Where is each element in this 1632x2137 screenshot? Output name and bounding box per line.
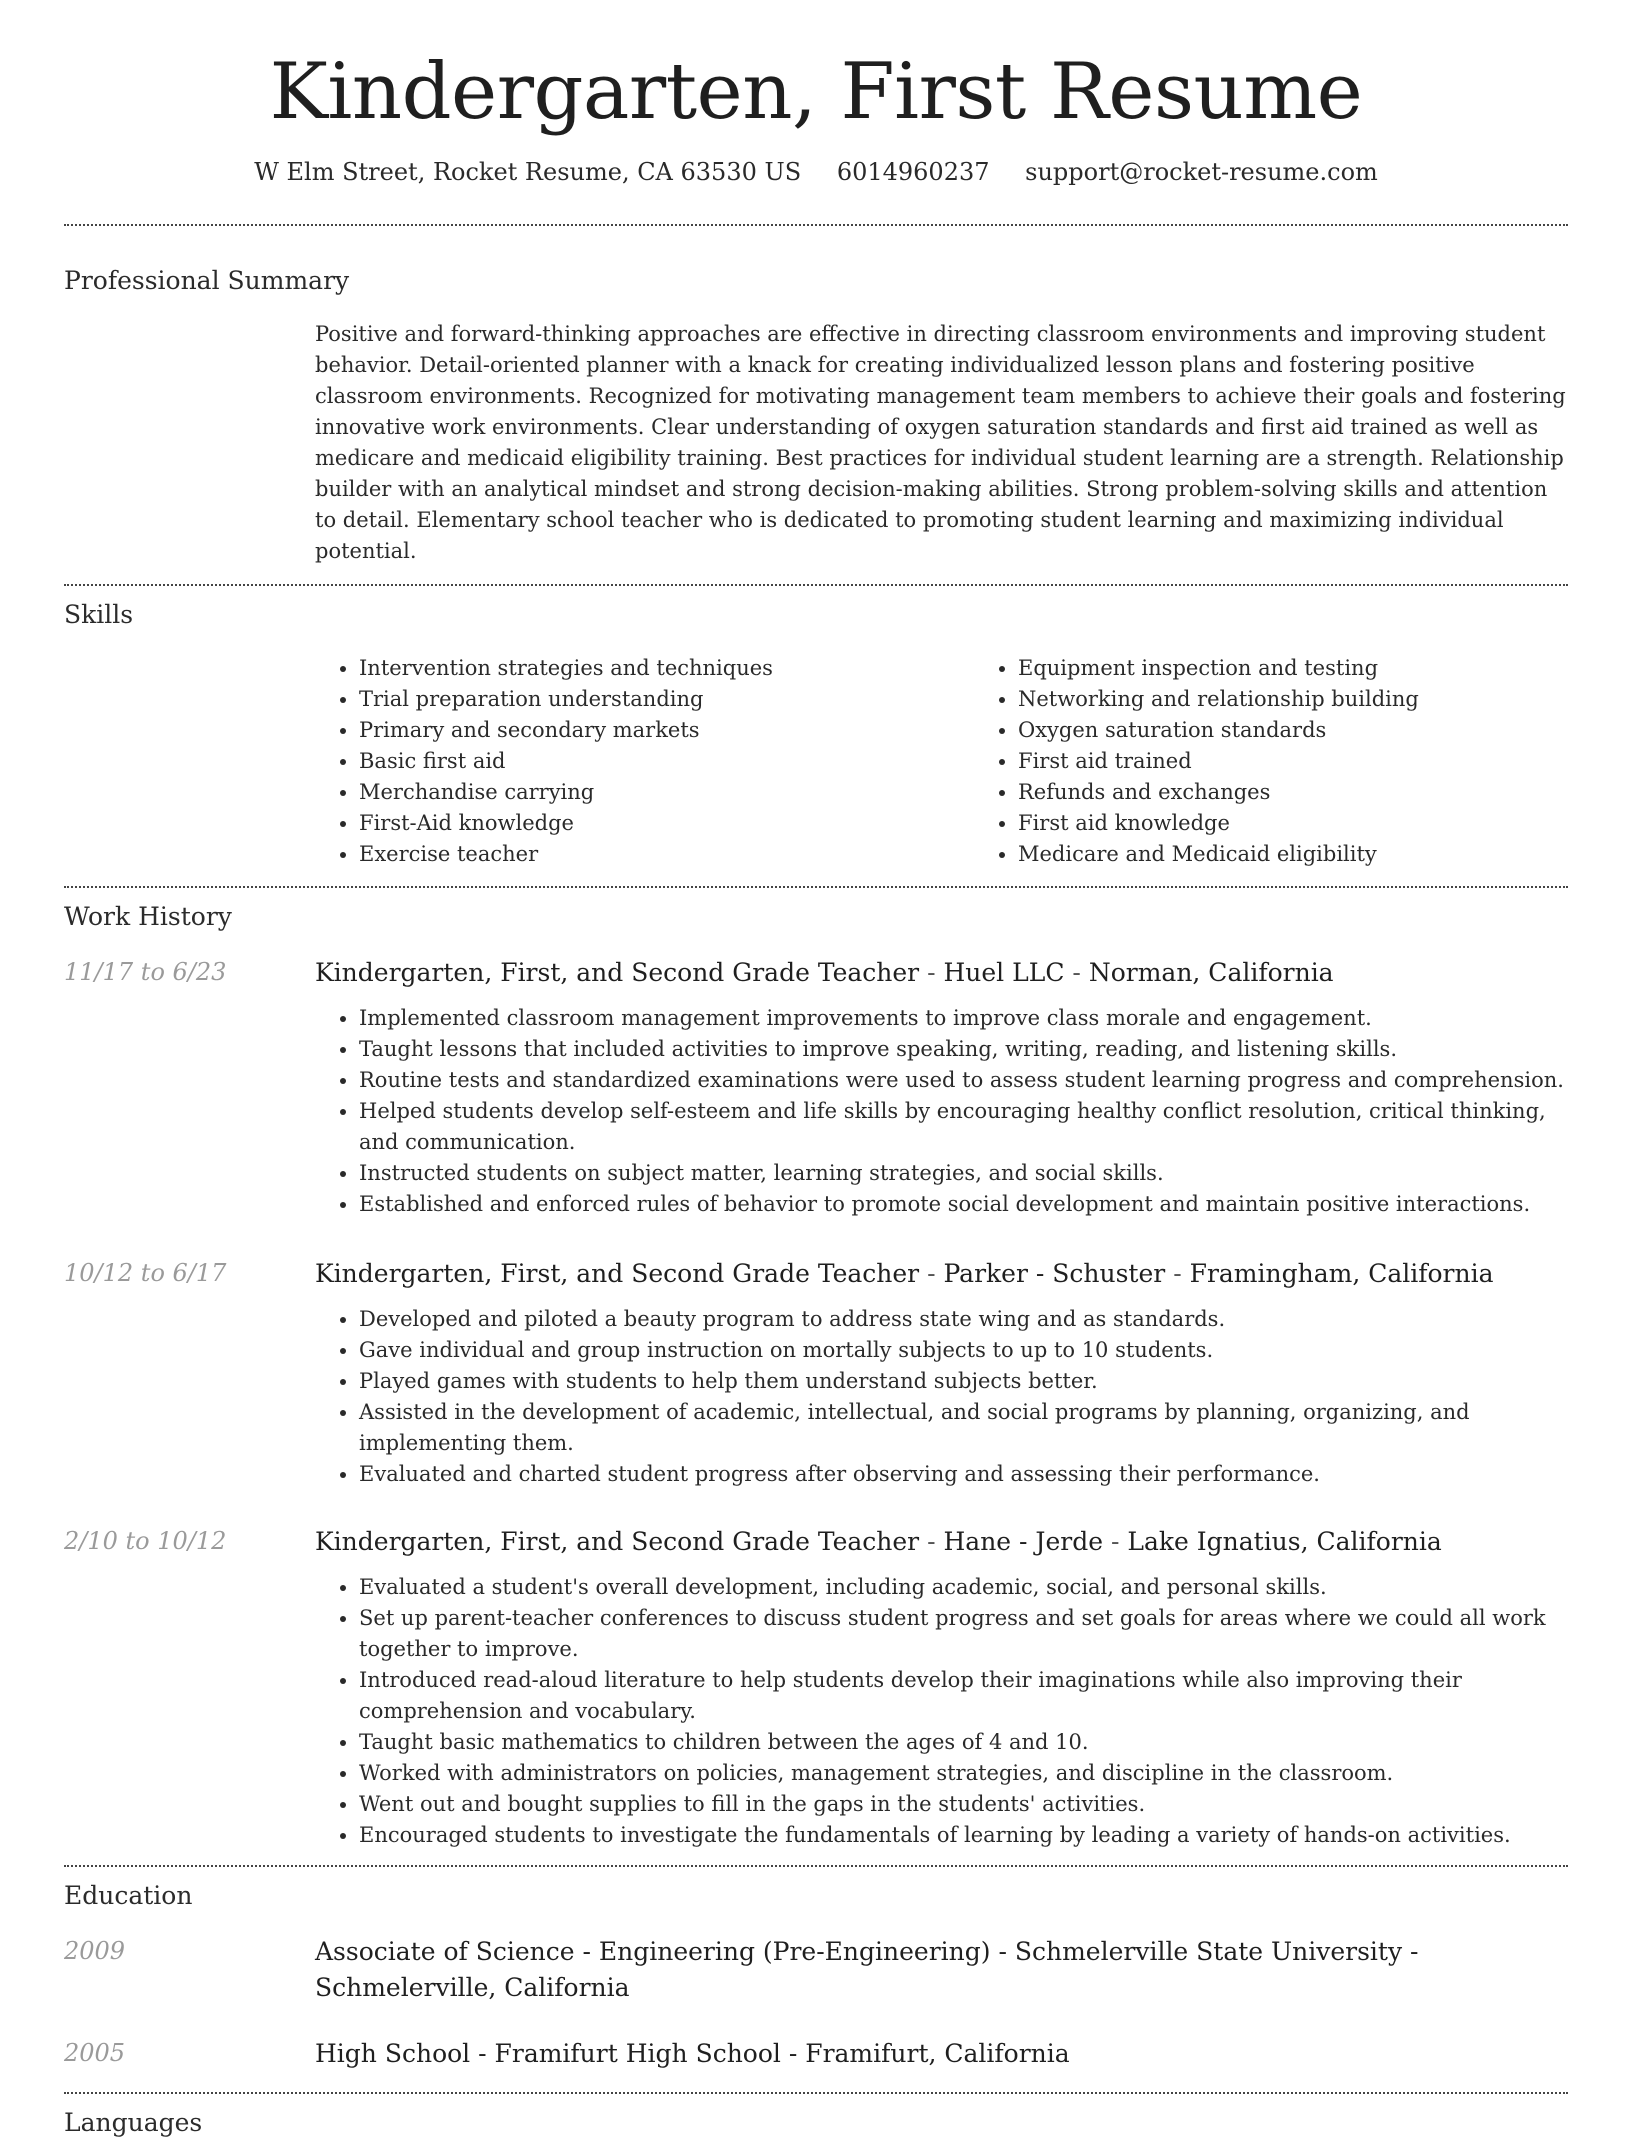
- skill-item: • Trial preparation understanding: [359, 684, 974, 715]
- languages-title: Languages: [64, 2107, 203, 2137]
- job-bullets: [315, 1003, 1568, 1220]
- separator: -: [1072, 957, 1089, 987]
- job-dates: 10/12 to 6/17: [64, 1258, 227, 1287]
- job-bullets: [315, 1304, 1568, 1490]
- job-bullet: • Routine tests and standardized examinations were used to assess student learning progress and comprehension.: [359, 1065, 1568, 1096]
- job-role: Kindergarten, First, and Second Grade Teacher: [315, 1258, 920, 1288]
- job-role: Kindergarten, First, and Second Grade Teacher: [315, 957, 920, 987]
- job-employer: Huel LLC: [943, 957, 1065, 987]
- job-role: Kindergarten, First, and Second Grade Teacher: [315, 1526, 920, 1556]
- education-text: High School - Framifurt High School - Framifurt, California: [315, 2038, 1070, 2068]
- job-bullet: • Went out and bought supplies to fill in the gaps in the students' activities.: [359, 1789, 1568, 1820]
- job-entry: [64, 955, 1568, 1220]
- job-bullet: • Instructed students on subject matter, learning strategies, and social skills.: [359, 1158, 1568, 1189]
- job-entry: [64, 1256, 1568, 1490]
- job-heading: [315, 1524, 1568, 1560]
- education-text: Associate of Science - Engineering (Pre-Engineering) - Schmelerville State University - Schmelerville, California: [315, 1936, 1419, 2002]
- job-dates: 11/17 to 6/23: [64, 957, 227, 986]
- job-bullet: • Established and enforced rules of behavior to promote social development and maintain positive interactions.: [359, 1189, 1568, 1220]
- skills-list-right: [974, 653, 1632, 870]
- summary-text: Positive and forward-thinking approaches are effective in directing classroom environments and improving student behavior. Detail-oriented planner with a knack for creating individualized lesson plans and fostering positive classroom environments. Recognized for motivating management team members to achieve their goals and fostering innovative work environments. Clear understanding of oxygen saturation standards and first aid trained as well as medicare and medicaid eligibility training. Best practices for individual student learning are a strength. Relationship builder with an analytical mindset and strong decision-making abilities. Strong problem-solving skills and attention to detail. Elementary school teacher who is dedicated to promoting student learning and maximizing individual potential.: [315, 321, 1566, 563]
- job-bullet: • Worked with administrators on policies, management strategies, and discipline in the classroom.: [359, 1758, 1568, 1789]
- skills-title: Skills: [64, 599, 134, 629]
- job-heading: [315, 955, 1568, 991]
- work-section: [64, 888, 1568, 1851]
- job-location: Lake Ignatius, California: [1127, 1526, 1442, 1556]
- education-entry: [64, 1934, 1568, 2006]
- skill-item: • First-Aid knowledge: [359, 808, 974, 839]
- summary-text-block: [315, 319, 1568, 567]
- job-bullets: [315, 1572, 1568, 1851]
- skill-item: • Oxygen saturation standards: [1018, 715, 1632, 746]
- job-bullet: • Introduced read-aloud literature to help students develop their imaginations while also improving their comprehension and vocabulary.: [359, 1665, 1568, 1727]
- contact-address: W Elm Street, Rocket Resume, CA 63530 US: [254, 157, 802, 186]
- job-bullet: • Set up parent-teacher conferences to discuss student progress and set goals for areas where we could all work together to improve.: [359, 1603, 1568, 1665]
- education-year: 2009: [64, 1936, 126, 1965]
- job-bullet: • Gave individual and group instruction on mortally subjects to up to 10 students.: [359, 1335, 1568, 1366]
- job-employer: Parker - Schuster: [943, 1258, 1166, 1288]
- skills-section: [64, 586, 1568, 870]
- job-bullet: • Taught lessons that included activities to improve speaking, writing, reading, and listening skills.: [359, 1034, 1568, 1065]
- separator: -: [927, 1258, 944, 1288]
- education-year: 2005: [64, 2038, 126, 2067]
- job-bullet: • Assisted in the development of academic, intellectual, and social programs by planning, organizing, and implementing them.: [359, 1397, 1568, 1459]
- job-entry: [64, 1524, 1568, 1851]
- job-bullet: • Encouraged students to investigate the fundamentals of learning by leading a variety of hands-on activities.: [359, 1820, 1568, 1851]
- skill-item: • Refunds and exchanges: [1018, 777, 1632, 808]
- skills-grid: [315, 653, 1568, 870]
- skill-item: • First aid trained: [1018, 746, 1632, 777]
- education-title: Education: [64, 1880, 193, 1910]
- job-bullet: • Taught basic mathematics to children between the ages of 4 and 10.: [359, 1727, 1568, 1758]
- resume-page: [64, 0, 1568, 2137]
- job-bullet: • Implemented classroom management improvements to improve class morale and engagement.: [359, 1003, 1568, 1034]
- skill-item: • Basic first aid: [359, 746, 974, 777]
- skill-item: • First aid knowledge: [1018, 808, 1632, 839]
- job-bullet: • Developed and piloted a beauty program to address state wing and as standards.: [359, 1304, 1568, 1335]
- job-bullet: • Helped students develop self-esteem and life skills by encouraging healthy conflict resolution, critical thinking, and communication.: [359, 1096, 1568, 1158]
- summary-section: [64, 226, 1568, 567]
- skill-item: • Networking and relationship building: [1018, 684, 1632, 715]
- skill-item: • Merchandise carrying: [359, 777, 974, 808]
- education-section: [64, 1867, 1568, 2072]
- contact-email: support@rocket-resume.com: [1025, 157, 1378, 186]
- job-location: Norman, California: [1088, 957, 1334, 987]
- job-heading: [315, 1256, 1568, 1292]
- separator: -: [1173, 1258, 1190, 1288]
- skills-list-left: [315, 653, 974, 870]
- contact-phone: 6014960237: [836, 157, 990, 186]
- separator: -: [1110, 1526, 1128, 1556]
- resume-header: [64, 0, 1568, 186]
- job-dates: 2/10 to 10/12: [64, 1526, 227, 1555]
- education-entry: [64, 2036, 1568, 2072]
- job-employer: Hane - Jerde: [943, 1526, 1103, 1556]
- skill-item: • Exercise teacher: [359, 839, 974, 870]
- contact-line: [64, 158, 1568, 186]
- job-location: Framingham, California: [1189, 1258, 1494, 1288]
- skill-item: • Primary and secondary markets: [359, 715, 974, 746]
- summary-title: Professional Summary: [64, 265, 350, 295]
- skill-item: • Equipment inspection and testing: [1018, 653, 1632, 684]
- job-bullet: • Evaluated and charted student progress after observing and assessing their performance.: [359, 1459, 1568, 1490]
- skill-item: • Intervention strategies and techniques: [359, 653, 974, 684]
- separator: -: [927, 957, 944, 987]
- work-title: Work History: [64, 901, 232, 931]
- separator: -: [927, 1526, 944, 1556]
- languages-section: [64, 2094, 1568, 2137]
- candidate-name: Kindergarten, First Resume: [269, 47, 1363, 137]
- job-bullet: • Played games with students to help them understand subjects better.: [359, 1366, 1568, 1397]
- skill-item: • Medicare and Medicaid eligibility: [1018, 839, 1632, 870]
- job-bullet: • Evaluated a student's overall development, including academic, social, and personal skills.: [359, 1572, 1568, 1603]
